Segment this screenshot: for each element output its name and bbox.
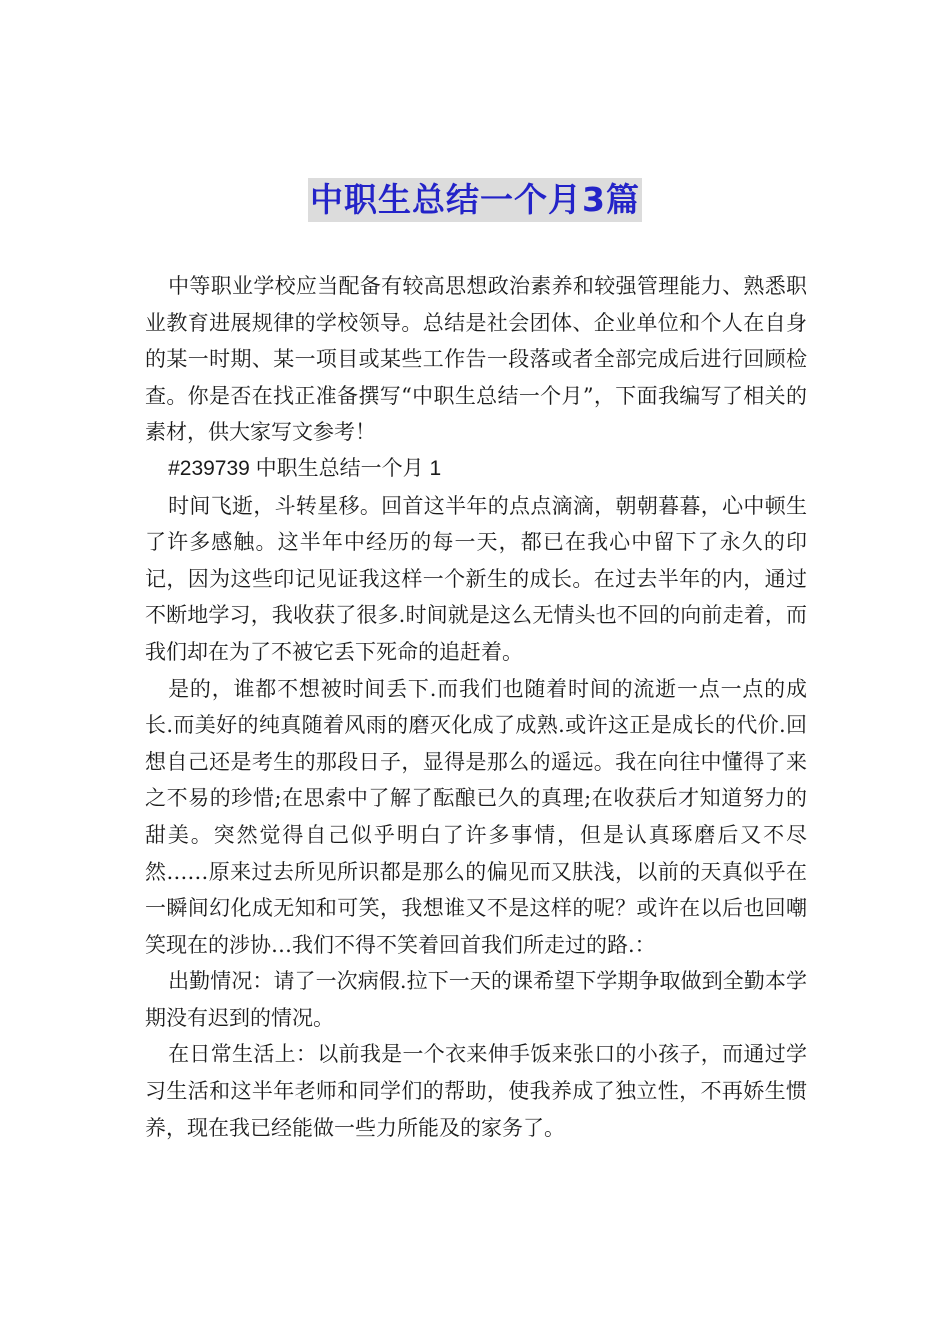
body-paragraph: 时间飞逝，斗转星移。回首这半年的点点滴滴，朝朝暮暮，心中顿生了许多感触。这半年中经历的每一天，都已在我心中留下了永久的印记，因为这些印记见证我这样一个新生的成长。在过去半年的内，通过不断地学习，我收获了很多.时间就是这么无情头也不回的向前走着，而我们却在为了不被它丢下死命的追赶着。 bbox=[145, 493, 807, 664]
body-paragraph: 是的，谁都不想被时间丢下.而我们也随着时间的流逝一点一点的成长.而美好的纯真随着风雨的磨灭化成了成熟.或许这正是成长的代价.回想自己还是考生的那段日子，显得是那么的遥远。我在向往中懂得了来之不易的珍惜;在思索中了解了酝酿已久的真理;在收获后才知道努力的甜美。突然觉得自己似乎明白了许多事情，但是认真琢磨后又不尽然……原来过去所见所识都是那么的偏见而又肤浅，以前的天真似乎在一瞬间幻化成无知和可笑，我想谁又不是这样的呢？或许在以后也回嘲笑现在的涉协…我们不得不笑着回首我们所走过的路.： bbox=[145, 676, 807, 957]
document-body bbox=[145, 268, 807, 1146]
daily-life-paragraph: 在日常生活上：以前我是一个衣来伸手饭来张口的小孩子，而通过学习生活和这半年老师和同学们的帮助，使我养成了独立性，不再娇生惯养，现在我已经能做一些力所能及的家务了。 bbox=[145, 1042, 807, 1140]
attendance-paragraph: 出勤情况：请了一次病假.拉下一天的课希望下学期争取做到全勤本学期没有迟到的情况。 bbox=[145, 969, 807, 1030]
section-heading: #239739 中职生总结一个月 1 bbox=[168, 456, 442, 480]
document-title: 中职生总结一个月3篇 bbox=[308, 178, 642, 222]
title-wrapper bbox=[0, 178, 950, 222]
intro-paragraph: 中等职业学校应当配备有较高思想政治素养和较强管理能力、熟悉职业教育进展规律的学校领导。总结是社会团体、企业单位和个人在自身的某一时期、某一项目或某些工作告一段落或者全部完成后进行回顾检查。你是否在找正准备撰写“中职生总结一个月”，下面我编写了相关的素材，供大家写文参考！ bbox=[145, 274, 807, 445]
